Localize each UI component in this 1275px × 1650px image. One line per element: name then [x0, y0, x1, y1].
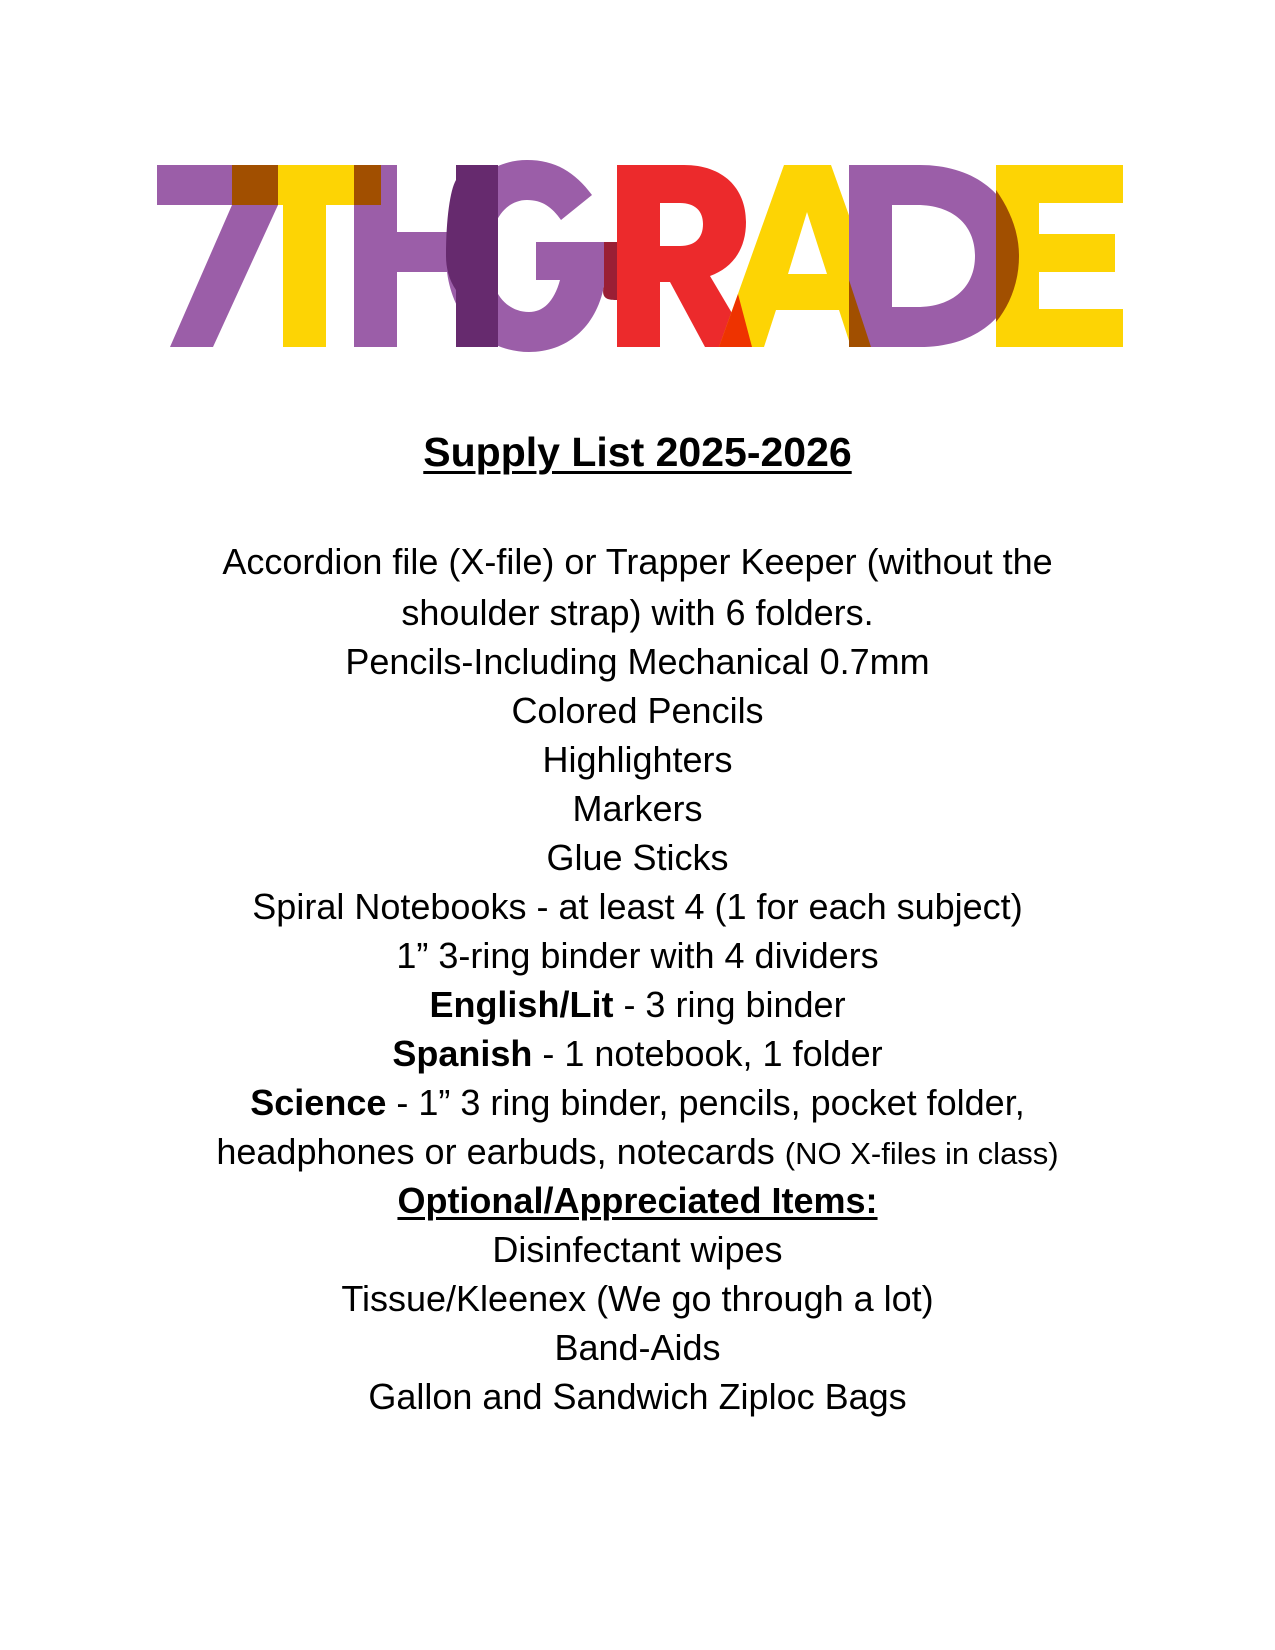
- optional-items-heading: Optional/Appreciated Items:: [397, 1180, 878, 1222]
- subject-label: English/Lit: [429, 984, 614, 1026]
- list-item: [0, 588, 1275, 637]
- item-text: Pencils-Including Mechanical 0.7mm: [345, 641, 930, 683]
- list-item: [0, 931, 1275, 980]
- supply-list: [0, 536, 1275, 1421]
- letter-d: [849, 165, 1019, 347]
- item-text: - 1” 3 ring binder, pencils, pocket folder,: [386, 1082, 1025, 1124]
- item-note: (NO X-files in class): [784, 1136, 1059, 1172]
- list-item-spanish: [0, 1029, 1275, 1078]
- item-text: Accordion file (X-file) or Trapper Keeper (without the: [222, 541, 1053, 582]
- optional-item: Band-Aids: [554, 1327, 721, 1369]
- item-text: Glue Sticks: [546, 837, 729, 879]
- item-text: Spiral Notebooks - at least 4 (1 for each subject): [252, 886, 1023, 928]
- list-item: [0, 833, 1275, 882]
- optional-item: Disinfectant wipes: [492, 1229, 783, 1271]
- list-item: [0, 637, 1275, 686]
- item-text: headphones or earbuds, notecards: [216, 1131, 785, 1173]
- overlap-th: [354, 165, 381, 205]
- subject-label: Spanish: [392, 1033, 533, 1075]
- list-item: [0, 536, 1275, 588]
- item-text: - 3 ring binder: [613, 984, 846, 1026]
- item-text: shoulder strap) with 6 folders.: [401, 592, 874, 634]
- item-text: 1” 3-ring binder with 4 dividers: [396, 935, 879, 977]
- list-item: [0, 735, 1275, 784]
- list-item-science: [0, 1078, 1275, 1127]
- grade-banner-logo: [0, 0, 1275, 380]
- subject-label: Science: [250, 1082, 387, 1124]
- item-text: Colored Pencils: [511, 690, 764, 732]
- optional-item: Gallon and Sandwich Ziploc Bags: [368, 1376, 907, 1418]
- overlap-hg: [446, 165, 498, 347]
- item-text: Highlighters: [542, 739, 733, 781]
- page-title: Supply List 2025-2026: [423, 429, 852, 475]
- list-item: [0, 882, 1275, 931]
- overlap-7t: [232, 165, 278, 205]
- item-text: Markers: [572, 788, 703, 830]
- list-item: [0, 686, 1275, 735]
- grade-banner-graphic: [0, 0, 1275, 380]
- overlap-gr: [603, 242, 617, 300]
- item-text: - 1 notebook, 1 folder: [532, 1033, 883, 1075]
- optional-item: Tissue/Kleenex (We go through a lot): [341, 1278, 934, 1320]
- list-item: [0, 1127, 1275, 1176]
- list-item: [0, 784, 1275, 833]
- list-item-english: [0, 980, 1275, 1029]
